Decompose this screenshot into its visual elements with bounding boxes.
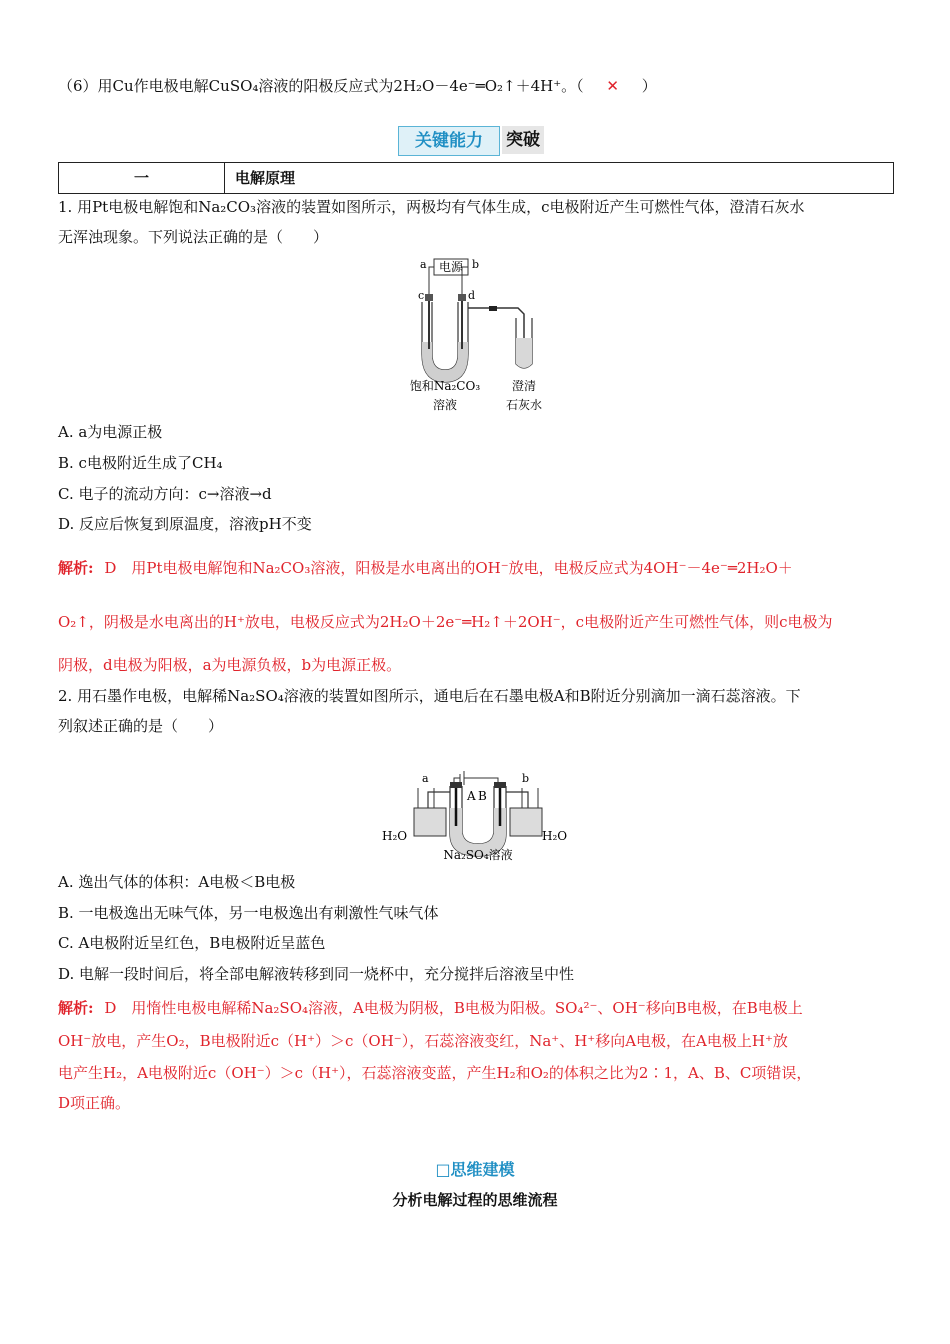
q2-stem-line2: 列叙述正确的是（ ） [58,717,224,735]
q1-analysis-line3: 阴极，d电极为阳极，a为电源负极，b为电源正极。 [58,656,402,674]
q2-option-c: C. A电极附近呈红色，B电极附近呈蓝色 [58,934,326,952]
thinking-model-heading: □思维建模 [435,1160,515,1179]
q2-option-d: D. 电解一段时间后，将全部电解液转移到同一烧杯中，充分搅拌后溶液呈中性 [58,965,575,983]
lime-label-2: 石灰水 [505,398,543,412]
q2-analysis-line3: 电产生H₂，A电极附近c（OH⁻）＞c（H⁺），石蕊溶液变蓝，产生H₂和O₂的体积之比为2∶1，A、B、C项错误， [58,1064,812,1082]
q6-line [58,76,657,96]
label-a: a [422,772,429,785]
q1-option-c: C. 电子的流动方向：c→溶液→d [58,485,272,503]
q1-option-d: D. 反应后恢复到原温度，溶液pH不变 [58,515,312,533]
q2-stem-line1: 2. 用石墨作电极，电解稀Na₂SO₄溶液的装置如图所示，通电后在石墨电极A和B附近分别滴加一滴石蕊溶液。下 [58,687,801,705]
header-black-text: 突破 [502,126,544,154]
key-ability-header [398,126,554,156]
solution-label: Na₂SO₄溶液 [443,848,513,862]
solution-label-1: 饱和Na₂CO₃ [409,379,481,393]
q2-analysis-line4: D项正确。 [58,1094,131,1112]
q1-option-a: A. a为电源正极 [58,423,163,441]
label-b: b [472,258,480,271]
power-label: 电源 [438,260,464,274]
q2-option-a: A. 逸出气体的体积：A电极＜B电极 [58,873,296,891]
q1-stem-line1: 1. 用Pt电极电解饱和Na₂CO₃溶液的装置如图所示，两极均有气体生成，c电极附近产生可燃性气体，澄清石灰水 [58,198,805,216]
h2o-left: H₂O [382,829,408,843]
section-title-table [58,162,894,194]
q1-analysis-text1: D 用Pt电极电解饱和Na₂CO₃溶液，阳极是水电离出的OH⁻放电，电极反应式为4OH⁻－4e⁻═2H₂O＋ [104,559,793,577]
section-title: 电解原理 [235,169,296,187]
q1-figure [400,254,560,416]
label-b: b [522,772,530,785]
q2-analysis-line2: OH⁻放电，产生O₂，B电极附近c（H⁺）＞c（OH⁻），石蕊溶液变红，Na⁺、H⁺移向A电极，在A电极上H⁺放 [58,1032,788,1050]
label-B: B [478,789,487,803]
q2-analysis-text1: D 用惰性电极电解稀Na₂SO₄溶液，A电极为阴极，B电极为阳极。SO₄²⁻、OH⁻移向B电极，在B电极上 [104,999,803,1017]
label-A: A [467,789,476,803]
label-a: a [420,258,427,271]
label-c: c [418,289,425,302]
lime-label-1: 澄清 [511,379,537,393]
q1-option-b: B. c电极附近生成了CH₄ [58,454,223,472]
q1-analysis-line2: O₂↑，阴极是水电离出的H⁺放电，电极反应式为2H₂O＋2e⁻═H₂↑＋2OH⁻，c电极附近产生可燃性气体，则c电极为 [58,613,833,631]
h2o-right: H₂O [542,829,568,843]
q2-figure [380,768,576,864]
q1-analysis-label: 解析: [58,559,94,577]
q2-analysis-line1 [58,998,803,1018]
q2-analysis-label: 解析: [58,999,94,1017]
q6-text: （6）用Cu作电极电解CuSO₄溶液的阳极反应式为2H₂O－4e⁻═O₂↑＋4H⁺。（ [58,77,584,95]
section-number: 一 [59,163,225,193]
q2-option-b: B. 一电极逸出无味气体，另一电极逸出有刺激性气味气体 [58,904,439,922]
thinking-model-subheading: 分析电解过程的思维流程 [392,1191,558,1209]
solution-label-2: 溶液 [432,398,458,412]
q6-close: ） [641,77,657,95]
q1-stem-line2: 无浑浊现象。下列说法正确的是（ ） [58,228,329,246]
header-blue-tag: 关键能力 [398,126,500,156]
q6-wrong-mark: ✕ [606,77,619,95]
q1-analysis-line1 [58,558,793,578]
label-d: d [468,289,476,302]
